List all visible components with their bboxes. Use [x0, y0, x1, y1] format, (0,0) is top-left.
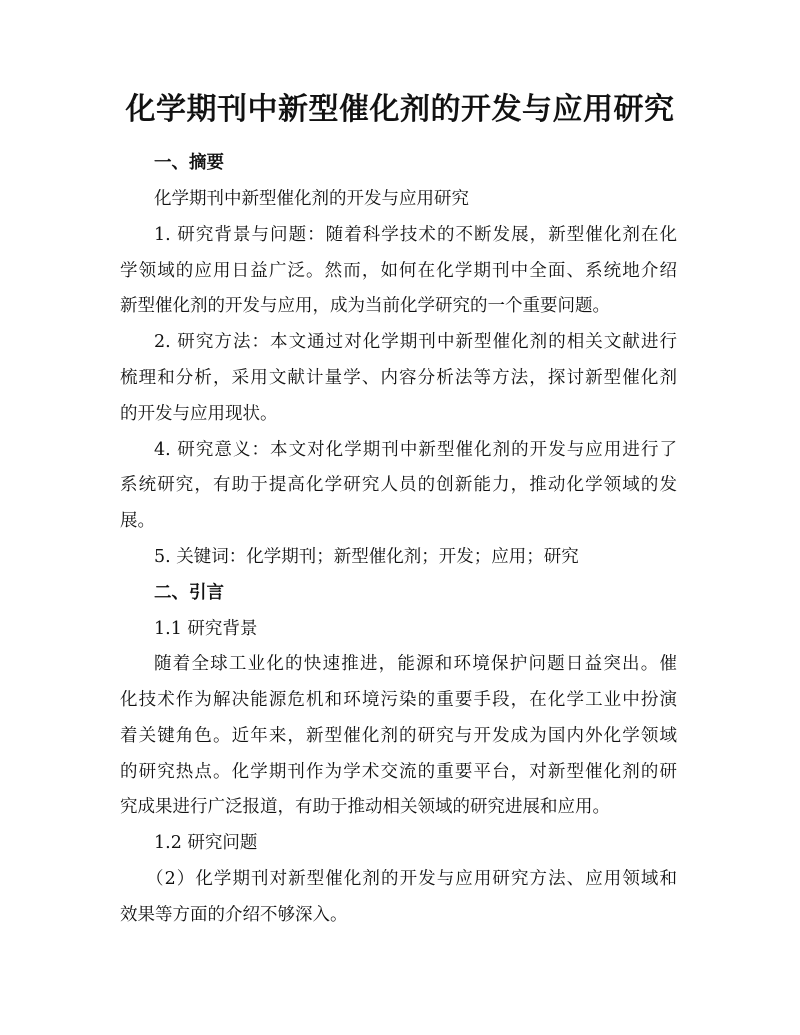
- section-heading-abstract: 一、摘要: [154, 153, 224, 173]
- paragraph-line: 4. 研究意义：本文对化学期刊中新型催化剂的开发与应用进行了: [154, 440, 677, 460]
- paragraph-line: （2）化学期刊对新型催化剂的开发与应用研究方法、应用领域和: [146, 869, 677, 889]
- paragraph-line: 随着全球工业化的快速推进，能源和环境保护问题日益突出。催: [154, 654, 677, 674]
- paragraph-line: 的研究热点。化学期刊作为学术交流的重要平台，对新型催化剂的研: [120, 762, 677, 782]
- paragraph-line: 究成果进行广泛报道，有助于推动相关领域的研究进展和应用。: [120, 797, 610, 817]
- paragraph-line: 1. 研究背景与问题：随着科学技术的不断发展，新型催化剂在化: [154, 225, 677, 245]
- keywords-line: 5. 关键词：化学期刊；新型催化剂；开发；应用；研究: [154, 547, 579, 567]
- abstract-subtitle: 化学期刊中新型催化剂的开发与应用研究: [154, 189, 469, 209]
- paragraph-line: 系统研究，有助于提高化学研究人员的创新能力，推动化学领域的发: [120, 475, 677, 495]
- paragraph-line: 的开发与应用现状。: [120, 404, 278, 424]
- section-heading-introduction: 二、引言: [154, 583, 224, 603]
- paragraph-line: 着关键角色。近年来，新型催化剂的研究与开发成为国内外化学领域: [120, 726, 677, 746]
- subsection-heading-questions: 1.2 研究问题: [154, 833, 258, 853]
- paragraph-line: 化技术作为解决能源危机和环境污染的重要手段，在化学工业中扮演: [120, 690, 677, 710]
- subsection-heading-background: 1.1 研究背景: [154, 619, 258, 639]
- paragraph-line: 新型催化剂的开发与应用，成为当前化学研究的一个重要问题。: [120, 296, 610, 316]
- paragraph-line: 学领域的应用日益广泛。然而，如何在化学期刊中全面、系统地介绍: [120, 261, 677, 281]
- paragraph-line: 2. 研究方法：本文通过对化学期刊中新型催化剂的相关文献进行: [154, 332, 677, 352]
- paragraph-line: 效果等方面的介绍不够深入。: [120, 905, 348, 925]
- document-title: 化学期刊中新型催化剂的开发与应用研究: [125, 92, 675, 127]
- paragraph-line: 梳理和分析，采用文献计量学、内容分析法等方法，探讨新型催化剂: [120, 368, 677, 388]
- paragraph-line: 展。: [120, 511, 155, 531]
